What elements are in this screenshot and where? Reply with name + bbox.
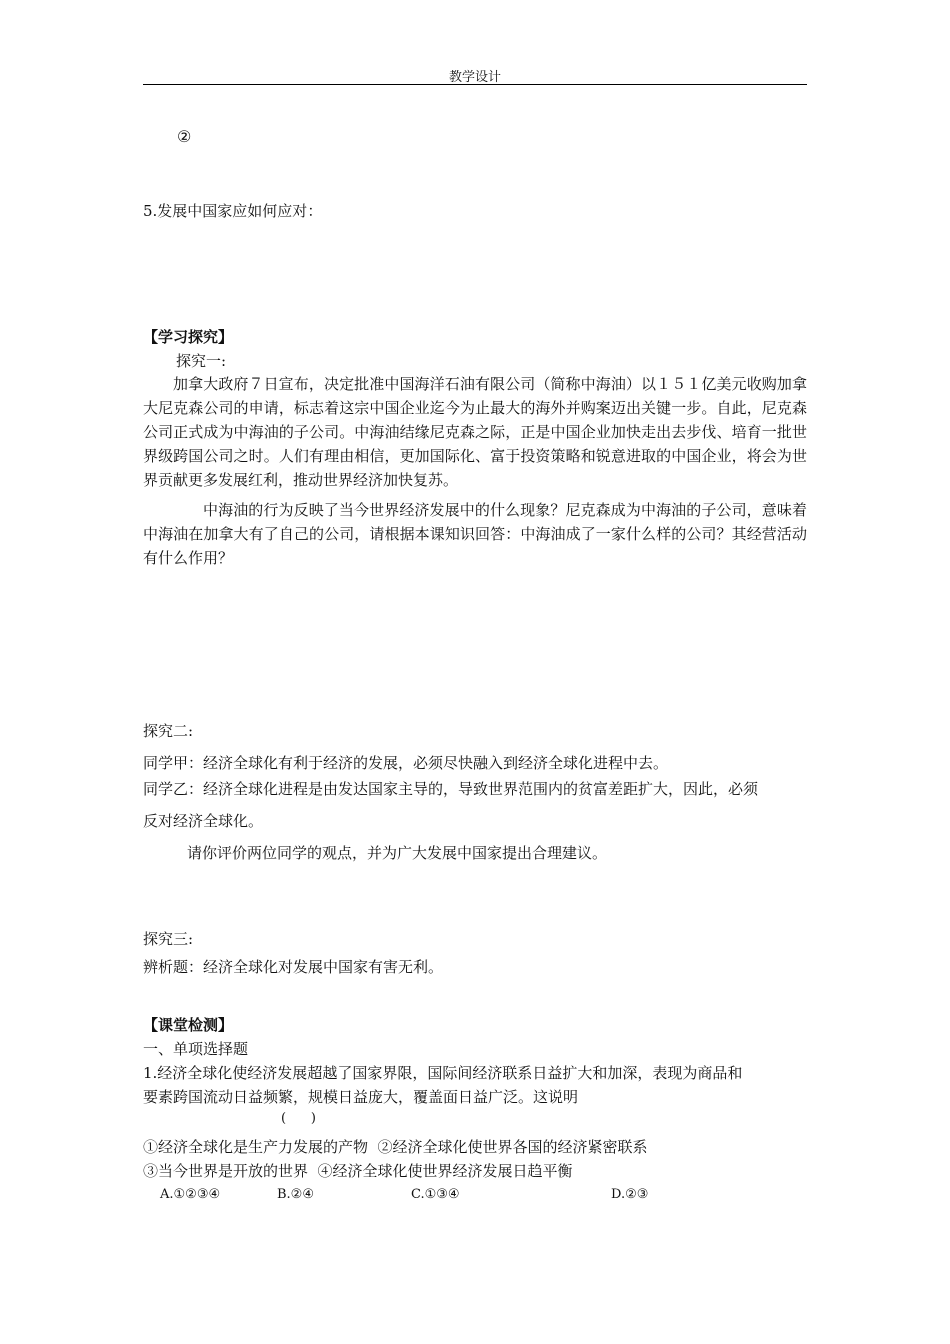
study-section-title: 【学习探究】	[143, 328, 234, 346]
question-5: 5.发展中国家应如何应对：	[143, 202, 323, 220]
inquiry3-label: 探究三:	[143, 930, 194, 948]
inquiry2-label: 探究二:	[143, 722, 194, 740]
question-1-line-1: 1.经济全球化使经济发展超越了国家界限，国际间经济联系日益扩大和加深，表现为商品和	[143, 1064, 743, 1082]
single-choice-heading: 一、单项选择题	[143, 1040, 249, 1058]
option-c: C.①③④	[411, 1187, 460, 1202]
inquiry3-task: 辨析题：经济全球化对发展中国家有害无利。	[143, 958, 444, 976]
circle-number-2: ②	[177, 127, 192, 146]
inquiry1-label: 探究一:	[176, 352, 227, 370]
student-a-view: 同学甲：经济全球化有利于经济的发展，必须尽快融入到经济全球化进程中去。	[143, 754, 669, 772]
inquiry2-task: 请你评价两位同学的观点，并为广大发展中国家提出合理建议。	[187, 844, 608, 862]
statement-items-2: ③当今世界是开放的世界 ④经济全球化使世界经济发展日趋平衡	[143, 1162, 573, 1180]
option-a: A.①②③④	[160, 1187, 221, 1202]
inquiry1-paragraph: 加拿大政府７日宣布，决定批准中国海洋石油有限公司（简称中海油）以１５１亿美元收购加拿大尼克森公司的申请，标志着这宗中国企业迄今为止最大的海外并购案迈出关键一步。自此，尼克森公司正式成为中海油的子公司。中海油结缘尼克森之际，正是中国企业加快走出去步伐、培育一批世界级跨国公司之时。人们有理由相信，更加国际化、富于投资策略和锐意进取的中国企业，将会为世界贡献更多发展红利，推动世界经济加快复苏。	[143, 375, 807, 489]
check-section-title: 【课堂检测】	[143, 1016, 234, 1034]
answer-parenthesis: ( )	[281, 1111, 316, 1126]
inquiry1-question: 中海油的行为反映了当今世界经济发展中的什么现象？尼克森成为中海油的子公司，意味着中海油在加拿大有了自己的公司，请根据本课知识回答：中海油成了一家什么样的公司？其经营活动有什么作用？	[143, 501, 807, 567]
question-1-line-2: 要素跨国流动日益频繁，规模日益庞大，覆盖面日益广泛。这说明	[143, 1088, 579, 1106]
option-b: B.②④	[277, 1187, 314, 1202]
page-header: 教学设计	[448, 70, 501, 85]
student-b-view-cont: 反对经济全球化。	[143, 812, 264, 830]
header-rule	[143, 84, 807, 85]
statement-items-1: ①经济全球化是生产力发展的产物 ②经济全球化使世界各国的经济紧密联系	[143, 1138, 648, 1156]
student-b-view: 同学乙：经济全球化进程是由发达国家主导的，导致世界范围内的贫富差距扩大，因此，必须	[143, 780, 759, 798]
option-d: D.②③	[611, 1187, 649, 1202]
